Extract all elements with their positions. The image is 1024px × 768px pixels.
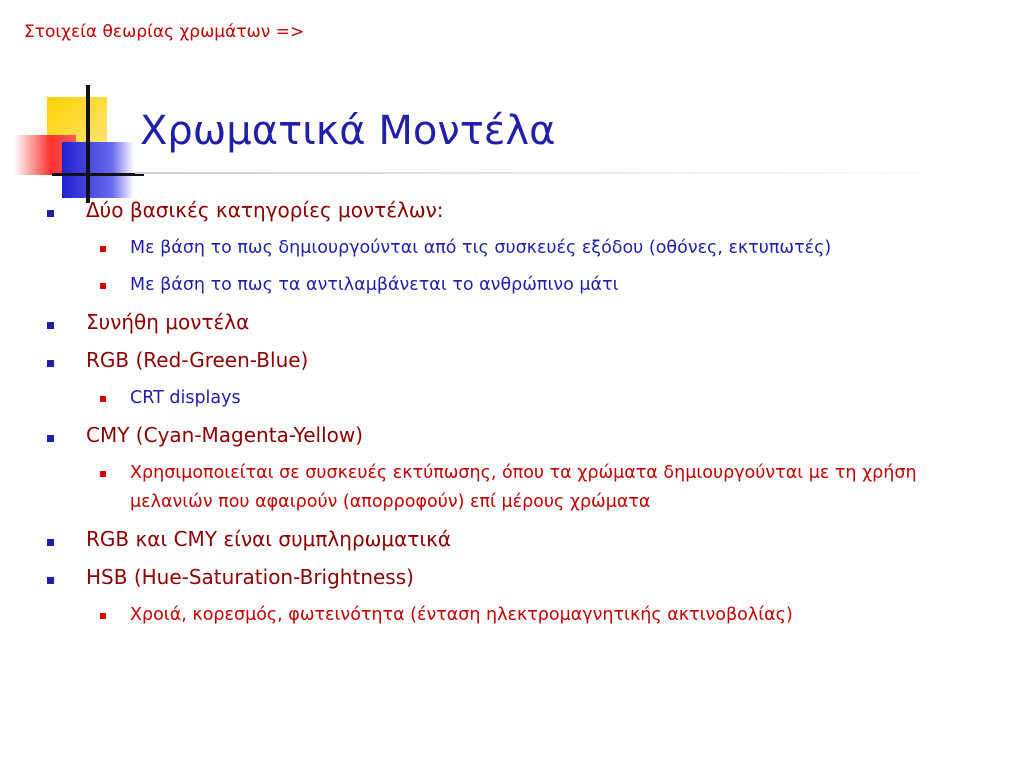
breadcrumb[interactable]: Στοιχεία θεωρίας χρωμάτων => xyxy=(24,22,305,42)
vertical-line xyxy=(86,85,90,203)
bullet-item: RGB (Red-Green-Blue) xyxy=(0,346,1000,374)
bullet-item: Δύο βασικές κατηγορίες μοντέλων: xyxy=(0,196,1000,224)
bullet-list xyxy=(0,196,1000,638)
title-divider xyxy=(135,172,995,174)
page-title: Χρωματικά Μοντέλα xyxy=(140,108,556,154)
sub-bullet-item: Με βάση το πως δημιουργούνται από τις συσκευές εξόδου (οθόνες, εκτυπωτές) xyxy=(0,234,960,263)
horizontal-line xyxy=(52,173,144,176)
slide-logo-decoration xyxy=(0,80,150,210)
bullet-item: HSB (Hue-Saturation-Brightness) xyxy=(0,563,1000,591)
sub-bullet-item: Χρησιμοποιείται σε συσκευές εκτύπωσης, όπου τα χρώματα δημιουργούνται με τη χρήση μελανιών που αφαιρούν (απορροφούν) επί μέρους χρώματα xyxy=(0,459,960,517)
blue-square xyxy=(62,142,134,198)
bullet-item: Συνήθη μοντέλα xyxy=(0,308,1000,336)
bullet-item: RGB και CMY είναι συμπληρωματικά xyxy=(0,525,1000,553)
sub-bullet-item: Χροιά, κορεσμός, φωτεινότητα (ένταση ηλεκτρομαγνητικής ακτινοβολίας) xyxy=(0,601,960,630)
sub-bullet-item: Με βάση το πως τα αντιλαμβάνεται το ανθρώπινο μάτι xyxy=(0,271,960,300)
sub-bullet-item: CRT displays xyxy=(0,384,960,413)
bullet-item: CMY (Cyan-Magenta-Yellow) xyxy=(0,421,1000,449)
